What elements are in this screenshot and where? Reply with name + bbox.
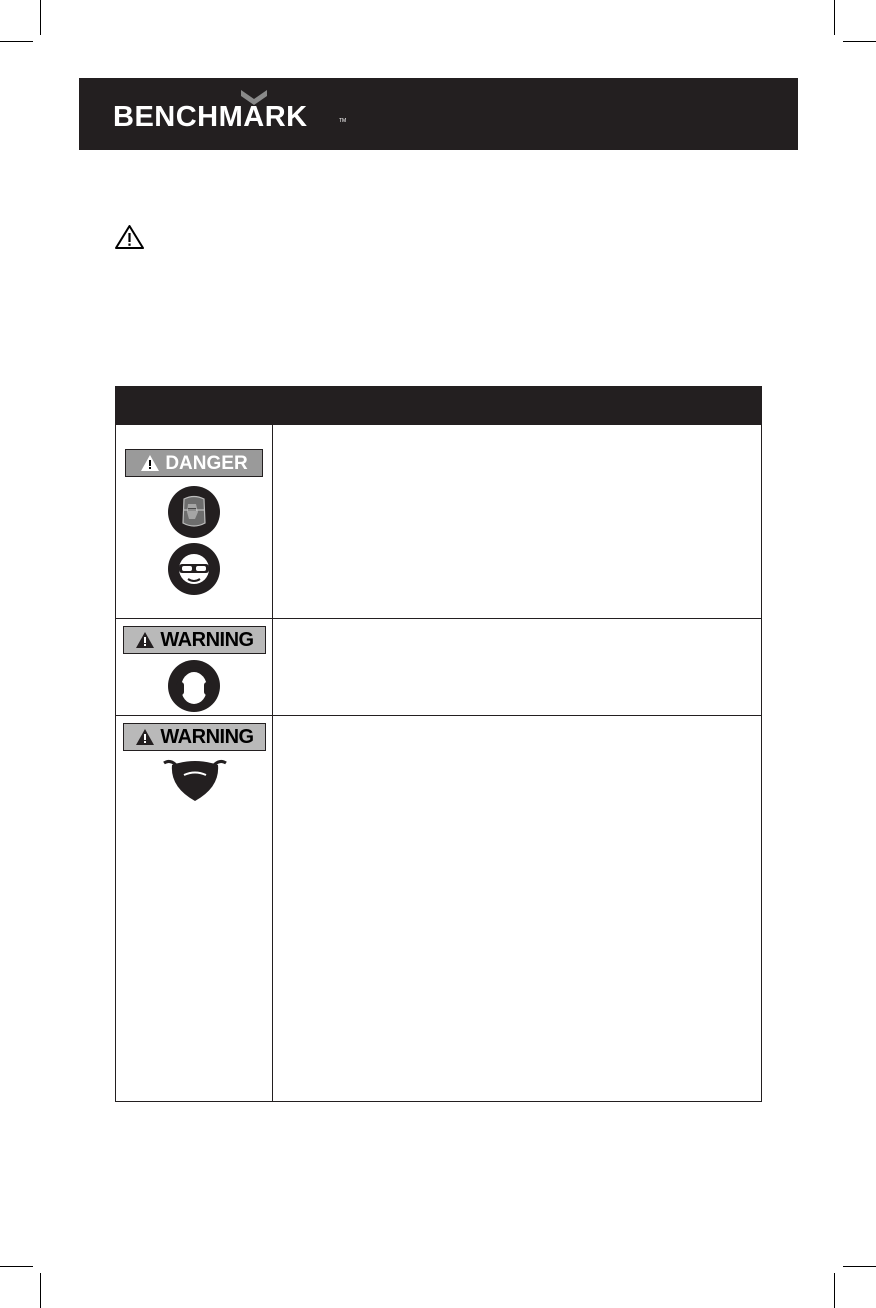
warning-badge <box>123 626 266 654</box>
crop-mark-bl-horizontal <box>0 1266 33 1267</box>
crop-mark-bl-vertical <box>40 1273 41 1308</box>
crop-mark-tl-vertical <box>40 0 41 35</box>
dust-mask-icon <box>160 757 230 803</box>
danger-badge <box>125 449 263 477</box>
crop-mark-br-vertical <box>834 1273 835 1308</box>
crop-mark-tr-vertical <box>834 0 835 35</box>
warning-triangle-icon <box>114 224 145 250</box>
signal-word: WARNING <box>160 726 254 748</box>
brand-logo <box>113 89 353 139</box>
table-header-row <box>116 387 761 425</box>
safety-goggles-icon <box>168 543 220 595</box>
safety-table <box>115 386 762 1102</box>
signal-word: DANGER <box>165 452 248 474</box>
crop-mark-tl-horizontal <box>0 41 33 42</box>
warning-triangle-icon <box>140 454 160 472</box>
signal-word: WARNING <box>160 629 254 651</box>
face-shield-icon <box>168 486 220 538</box>
column-divider <box>272 425 273 1101</box>
crop-mark-tr-horizontal <box>843 41 876 42</box>
logo-wordmark: BENCHMARK <box>113 101 308 133</box>
crop-mark-br-horizontal <box>843 1266 876 1267</box>
ear-protection-icon <box>168 660 220 712</box>
header-band <box>79 78 798 150</box>
warning-triangle-icon <box>135 728 155 746</box>
warning-badge <box>123 723 266 751</box>
warning-triangle-icon <box>135 631 155 649</box>
logo-trademark: TM <box>339 118 347 124</box>
row-divider <box>116 618 761 619</box>
row-divider <box>116 715 761 716</box>
